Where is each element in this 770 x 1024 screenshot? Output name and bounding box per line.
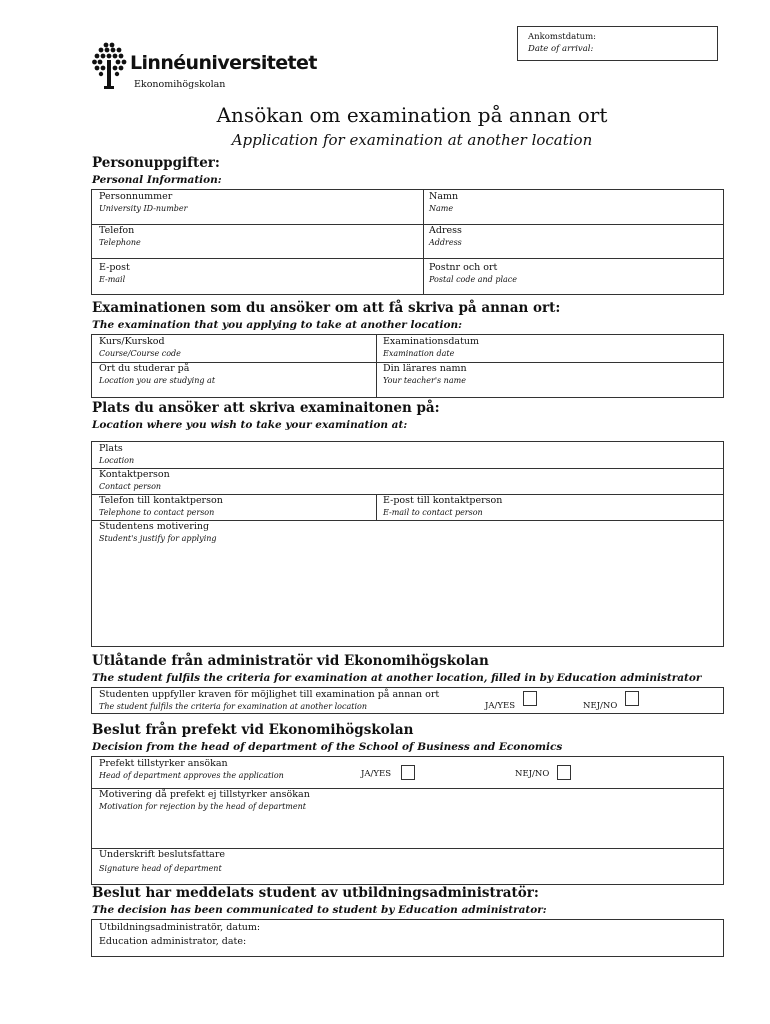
teacher-name-label-en: Your teacher's name: [383, 376, 466, 385]
rejection-motivation-label-en: Motivation for rejection by the head of department: [99, 802, 306, 811]
address-field[interactable]: [429, 225, 462, 248]
admin-criteria-label: Studenten uppfyller kraven för möjlighet till examination på annan ort: [99, 689, 440, 700]
admin-date-label-en: Education administrator, date:: [99, 936, 247, 947]
postal-field[interactable]: [429, 262, 517, 285]
contact-email-label: E-post till kontaktperson: [383, 495, 503, 506]
school-name: Ekonomihögskolan: [134, 79, 226, 90]
contact-person-label: Kontaktperson: [99, 469, 170, 480]
study-location-label: Ort du studerar på: [99, 363, 190, 374]
study-location-label-en: Location you are studying at: [99, 376, 216, 385]
rejection-motivation-label: Motivering då prefekt ej tillstyrker ansökan: [99, 789, 310, 800]
place-label: Plats: [99, 443, 123, 454]
teacher-name-field[interactable]: [383, 363, 467, 386]
telephone-field[interactable]: [99, 225, 141, 248]
course-label-en: Course/Course code: [99, 349, 181, 358]
admin-criteria-label-en: The student fulfils the criteria for examination at another location: [99, 702, 367, 711]
admin-yes-label: JA/YES: [485, 701, 516, 711]
decision-heading-en: Decision from the head of department of the School of Business and Economics: [92, 741, 563, 753]
exam-heading-en: The examination that you applying to take at another location:: [92, 319, 462, 331]
contact-person-field[interactable]: [99, 469, 170, 492]
university-name: Linnéuniversitetet: [130, 52, 317, 74]
personnummer-label: Personnummer: [99, 191, 173, 202]
exam-date-field[interactable]: [383, 336, 479, 359]
admin-statement-box: [91, 687, 724, 714]
personnummer-label-en: University ID-number: [99, 204, 188, 213]
email-field[interactable]: [99, 262, 130, 285]
motivation-label: Studentens motivering: [99, 521, 210, 532]
personnummer-field[interactable]: [99, 191, 187, 214]
email-label-en: E-mail: [99, 275, 126, 284]
place-field[interactable]: [99, 443, 134, 466]
tree-logo-icon: [92, 42, 128, 90]
study-location-field[interactable]: [99, 363, 215, 386]
form-subtitle: Application for examination at another location: [231, 131, 593, 149]
contact-phone-label: Telefon till kontaktperson: [99, 495, 223, 506]
telephone-label-en: Telephone: [99, 238, 141, 247]
decision-no-label: NEJ/NO: [515, 769, 550, 779]
contact-phone-label-en: Telephone to contact person: [99, 508, 215, 517]
location-heading-en: Location where you wish to take your examination at:: [92, 419, 408, 431]
contact-person-label-en: Contact person: [99, 482, 162, 491]
arrival-date-box[interactable]: [517, 26, 718, 61]
admin-heading-en: The student fulfils the criteria for examination at another location, filled in by Education administrator: [92, 672, 702, 684]
approve-row: [99, 758, 284, 781]
place-label-en: Location: [99, 456, 135, 465]
course-field[interactable]: [99, 336, 181, 359]
personal-heading-en: Personal Information:: [92, 174, 222, 186]
name-field[interactable]: [429, 191, 458, 214]
signature-label: Underskrift beslutsfattare: [99, 849, 226, 860]
rejection-motivation-field[interactable]: [99, 789, 310, 812]
telephone-label: Telefon: [99, 225, 135, 236]
motivation-label-en: Student's justify for applying: [99, 534, 217, 543]
decision-no-checkbox[interactable]: [557, 765, 571, 780]
approve-label-en: Head of department approves the application: [99, 771, 284, 780]
admin-criteria-row: [99, 689, 439, 712]
exam-table: [91, 334, 724, 398]
signature-label-en: Signature head of department: [99, 864, 222, 873]
communicated-box[interactable]: [91, 919, 724, 957]
name-label-en: Name: [429, 204, 454, 213]
admin-no-label: NEJ/NO: [583, 701, 618, 711]
decision-heading-sv: Beslut från prefekt vid Ekonomihögskolan: [92, 722, 414, 738]
communicated-heading-en: The decision has been communicated to student by Education administrator:: [92, 904, 547, 916]
teacher-name-label: Din lärares namn: [383, 363, 467, 374]
location-heading-sv: Plats du ansöker att skriva examinaitonen på:: [92, 400, 440, 416]
address-label: Adress: [429, 225, 462, 236]
decision-yes-label: JA/YES: [361, 769, 392, 779]
course-label: Kurs/Kurskod: [99, 336, 165, 347]
admin-heading-sv: Utlåtande från administratör vid Ekonomihögskolan: [92, 653, 489, 669]
postal-label: Postnr och ort: [429, 262, 498, 273]
contact-email-label-en: E-mail to contact person: [383, 508, 483, 517]
admin-yes-checkbox[interactable]: [523, 691, 537, 706]
personal-info-table: [91, 189, 724, 295]
location-table: [91, 441, 724, 647]
signature-field[interactable]: [99, 849, 225, 874]
decision-table: [91, 756, 724, 885]
email-label: E-post: [99, 262, 130, 273]
decision-yes-checkbox[interactable]: [401, 765, 415, 780]
contact-phone-field[interactable]: [99, 495, 223, 518]
exam-heading-sv: Examinationen som du ansöker om att få skriva på annan ort:: [92, 300, 561, 316]
postal-label-en: Postal code and place: [429, 275, 518, 284]
contact-email-field[interactable]: [383, 495, 502, 518]
form-title: Ansökan om examination på annan ort: [216, 103, 608, 127]
admin-date-label-sv: Utbildningsadministratör, datum:: [99, 922, 261, 933]
address-label-en: Address: [429, 238, 462, 247]
university-logo: [92, 42, 322, 94]
name-label: Namn: [429, 191, 459, 202]
admin-no-checkbox[interactable]: [625, 691, 639, 706]
communicated-heading-sv: Beslut har meddelats student av utbildningsadministratör:: [92, 885, 539, 901]
arrival-label-en: Date of arrival:: [528, 44, 594, 54]
approve-label: Prefekt tillstyrker ansökan: [99, 758, 228, 769]
motivation-field[interactable]: [99, 521, 217, 544]
arrival-label-sv: Ankomstdatum:: [528, 32, 597, 42]
exam-date-label: Examinationsdatum: [383, 336, 480, 347]
exam-date-label-en: Examination date: [383, 349, 455, 358]
personal-heading-sv: Personuppgifter:: [92, 155, 220, 171]
